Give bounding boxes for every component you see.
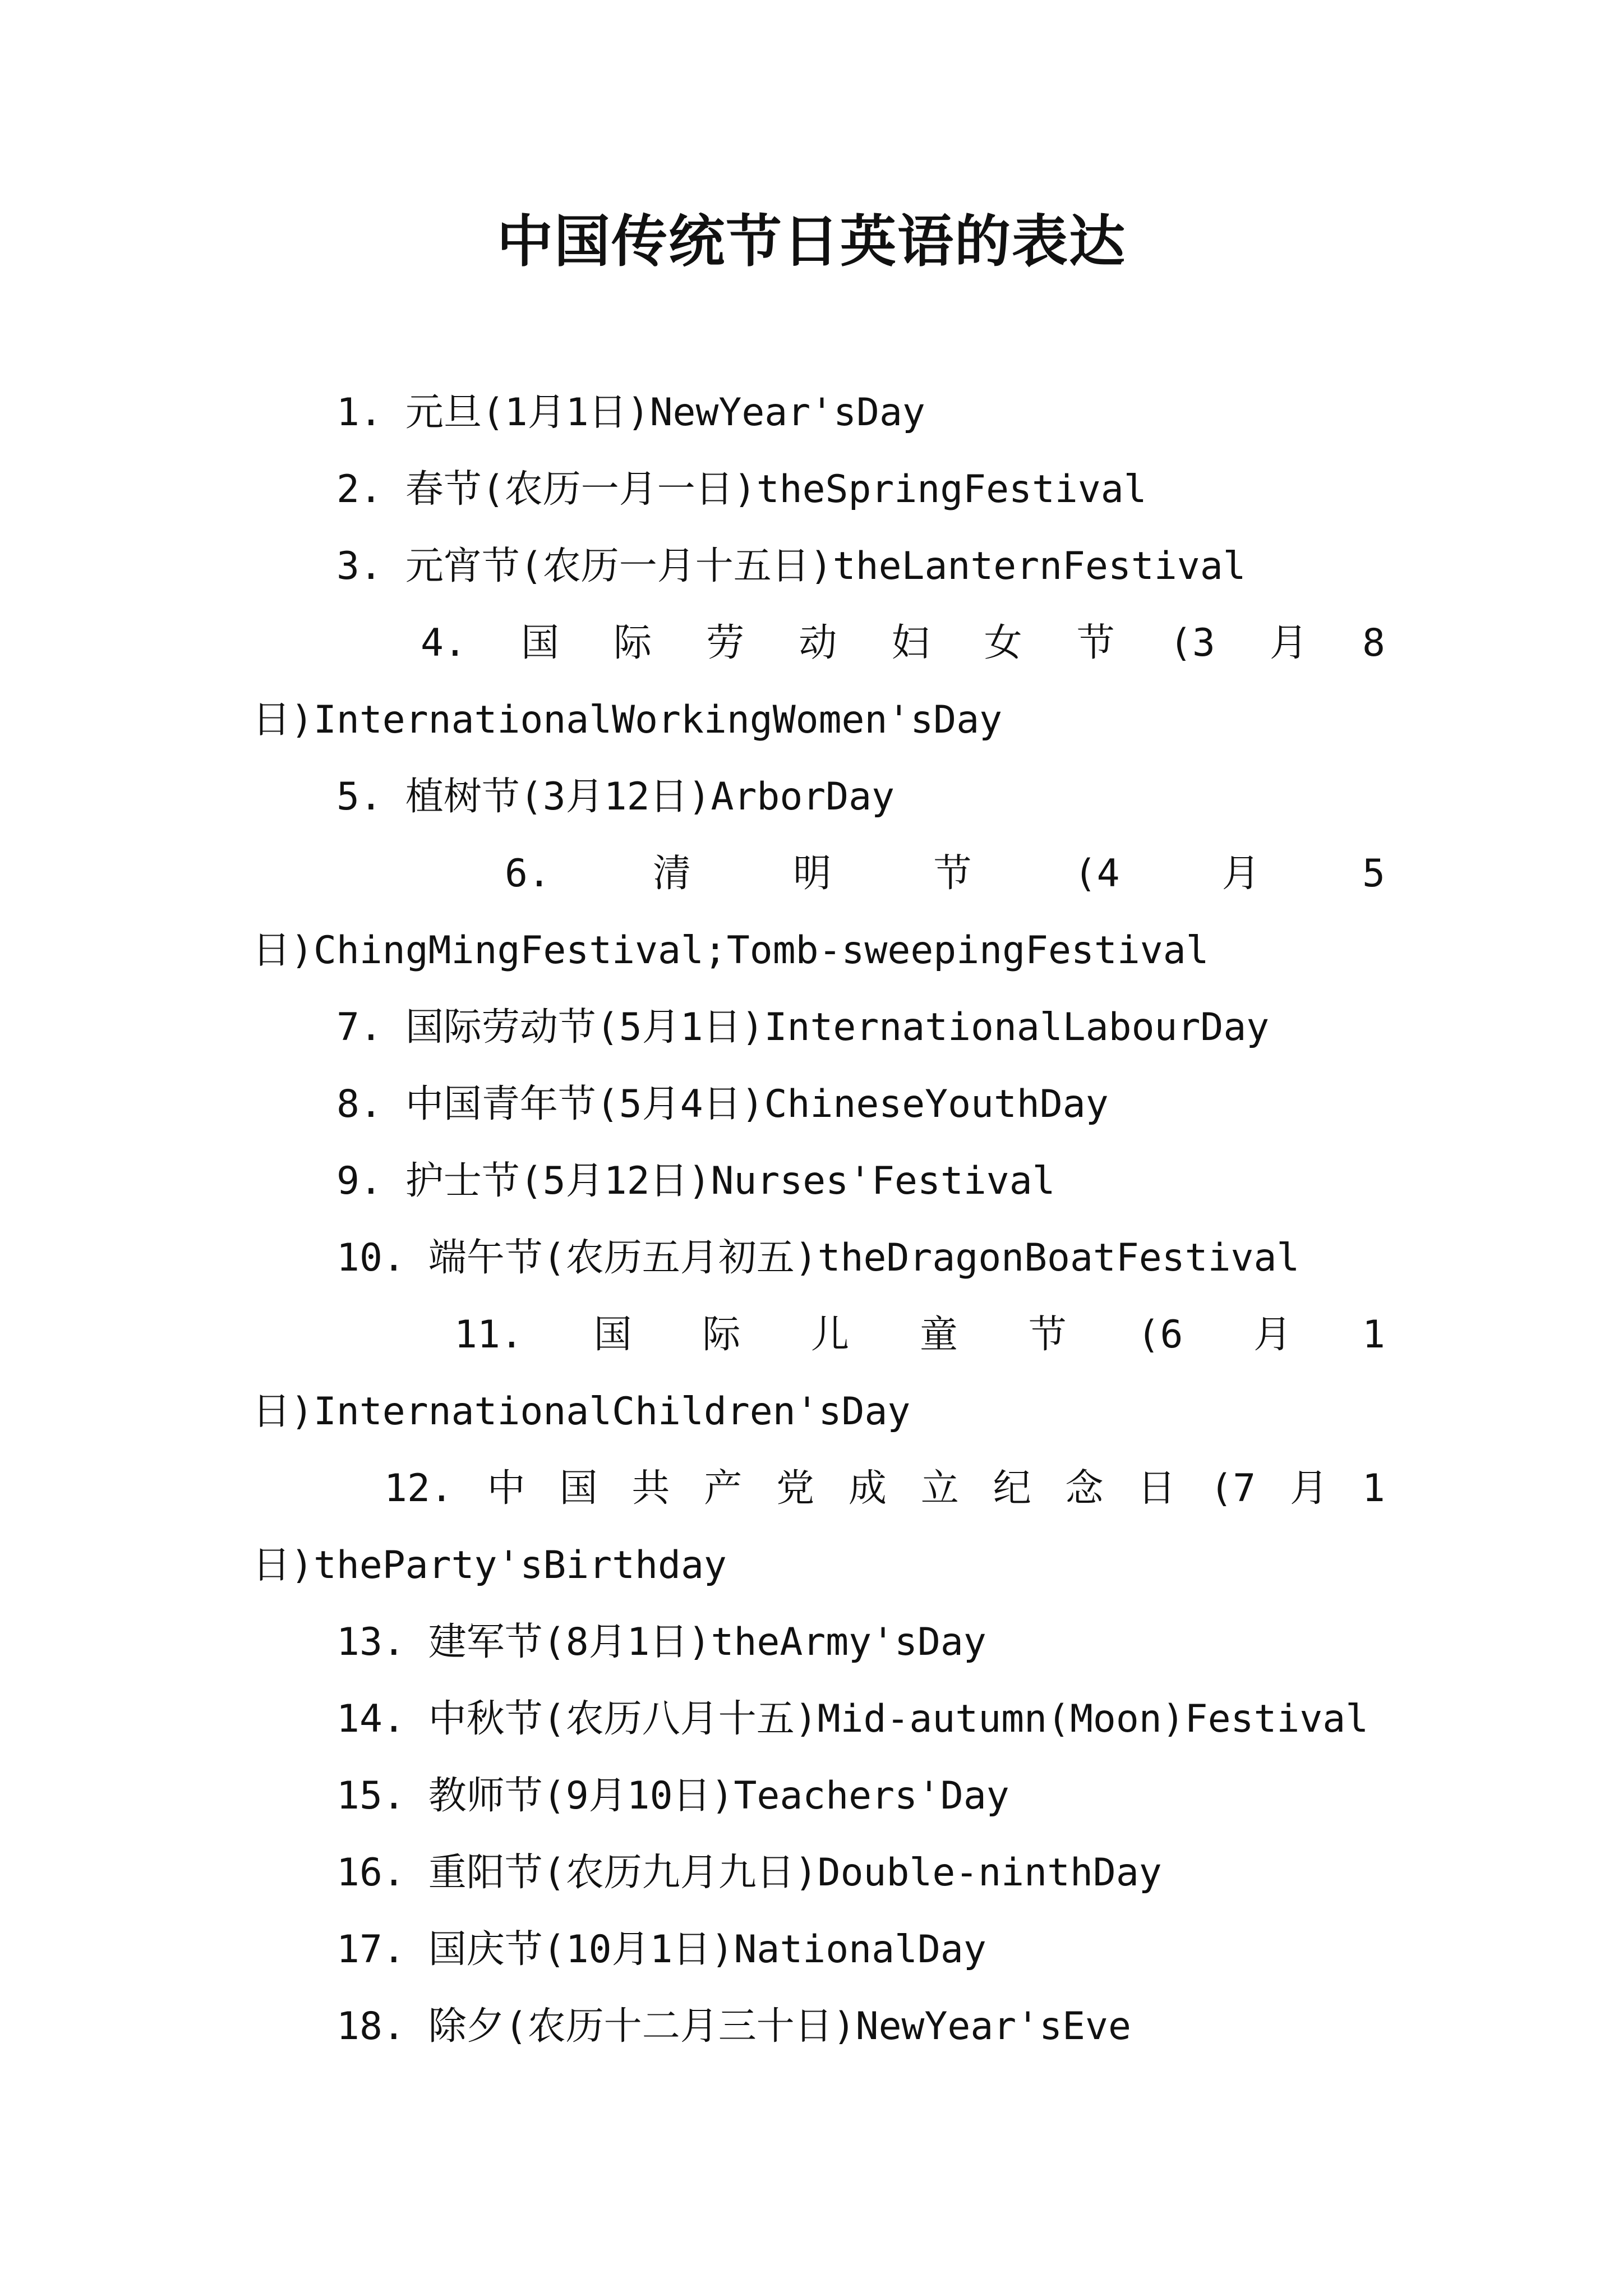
list-item-token: 国 (593, 1313, 632, 1357)
list-item-token: 清 (653, 852, 691, 896)
list-item-token: (3 (1169, 621, 1215, 665)
list-item: 18. 除夕(农历十二月三十日)NewYear'sEve (336, 2004, 1131, 2049)
list-item-token: 劳 (706, 621, 745, 665)
list-item-token: 立 (920, 1466, 959, 1511)
list-item-token: 国 (559, 1466, 598, 1511)
list-item: 17. 国庆节(10月1日)NationalDay (336, 1927, 986, 1972)
list-item: 9. 护士节(5月12日)Nurses'Festival (336, 1159, 1055, 1203)
list-item-continuation: 日)InternationalChildren'sDay (252, 1389, 911, 1434)
list-item: 3. 元宵节(农历一月十五日)theLanternFestival (336, 544, 1246, 588)
list-item-token: 共 (631, 1466, 670, 1511)
list-item-token: 5 (1362, 852, 1385, 896)
list-item-token: 月 (1269, 621, 1308, 665)
list-item-token: 月 (1221, 852, 1260, 896)
list-item-continuation: 日)InternationalWorkingWomen'sDay (252, 698, 1003, 742)
list-item-token: 1 (1362, 1313, 1385, 1357)
list-item-token: 产 (704, 1466, 743, 1511)
list-item-token: 1 (1362, 1466, 1385, 1511)
list-item: 1. 元旦(1月1日)NewYear'sDay (336, 390, 925, 435)
list-item-token: 12. (384, 1466, 453, 1511)
list-item: 8. 中国青年节(5月4日)ChineseYouthDay (336, 1082, 1109, 1126)
list-item-token: 成 (848, 1466, 887, 1511)
list-item-justified (454, 1307, 1385, 1363)
list-item-token: 党 (776, 1466, 815, 1511)
list-item: 14. 中秋节(农历八月十五)Mid-autumn(Moon)Festival (336, 1697, 1369, 1741)
list-item-token: 念 (1065, 1466, 1104, 1511)
list-item-token: 节 (1028, 1313, 1067, 1357)
list-item-token: 日 (1137, 1466, 1176, 1511)
list-item-token: 4. (421, 621, 467, 665)
list-item-token: 节 (1076, 621, 1115, 665)
list-item-continuation: 日)ChingMingFestival;Tomb-sweepingFestival (252, 928, 1209, 973)
list-item: 10. 端午节(农历五月初五)theDragonBoatFestival (336, 1236, 1300, 1280)
list-item: 7. 国际劳动节(5月1日)InternationalLabourDay (336, 1005, 1270, 1050)
list-item-token: 童 (919, 1313, 958, 1357)
list-item-token: 明 (793, 852, 832, 896)
list-item-token: (7 (1210, 1466, 1256, 1511)
list-item-token: 6. (505, 852, 551, 896)
list-item: 5. 植树节(3月12日)ArborDay (336, 775, 895, 819)
list-item-token: 8 (1362, 621, 1385, 665)
list-item-token: 节 (933, 852, 972, 896)
list-item-token: 际 (614, 621, 652, 665)
list-item-continuation: 日)theParty'sBirthday (252, 1543, 727, 1588)
list-item-token: (6 (1137, 1313, 1183, 1357)
list-item-token: 月 (1253, 1313, 1292, 1357)
list-item-token: 际 (702, 1313, 741, 1357)
list-item-token: 纪 (993, 1466, 1031, 1511)
list-item-token: (4 (1073, 852, 1120, 896)
list-item: 13. 建军节(8月1日)theArmy'sDay (336, 1620, 986, 1664)
list-item-token: 月 (1290, 1466, 1329, 1511)
list-item-token: 中 (487, 1466, 525, 1511)
document-title: 中国传统节日英语的表达 (497, 208, 1126, 274)
list-item-token: 女 (984, 621, 1022, 665)
list-item: 15. 教师节(9月10日)Teachers'Day (336, 1774, 1009, 1818)
list-item-token: 儿 (811, 1313, 850, 1357)
list-item-justified (384, 1461, 1385, 1517)
list-item-token: 国 (521, 621, 560, 665)
list-item: 16. 重阳节(农历九月九日)Double-ninthDay (336, 1851, 1162, 1895)
list-item-token: 妇 (891, 621, 930, 665)
list-item-justified (421, 615, 1385, 671)
list-item-token: 动 (799, 621, 837, 665)
list-item-token: 11. (454, 1313, 523, 1357)
list-item: 2. 春节(农历一月一日)theSpringFestival (336, 467, 1147, 512)
list-item-justified (505, 846, 1385, 902)
